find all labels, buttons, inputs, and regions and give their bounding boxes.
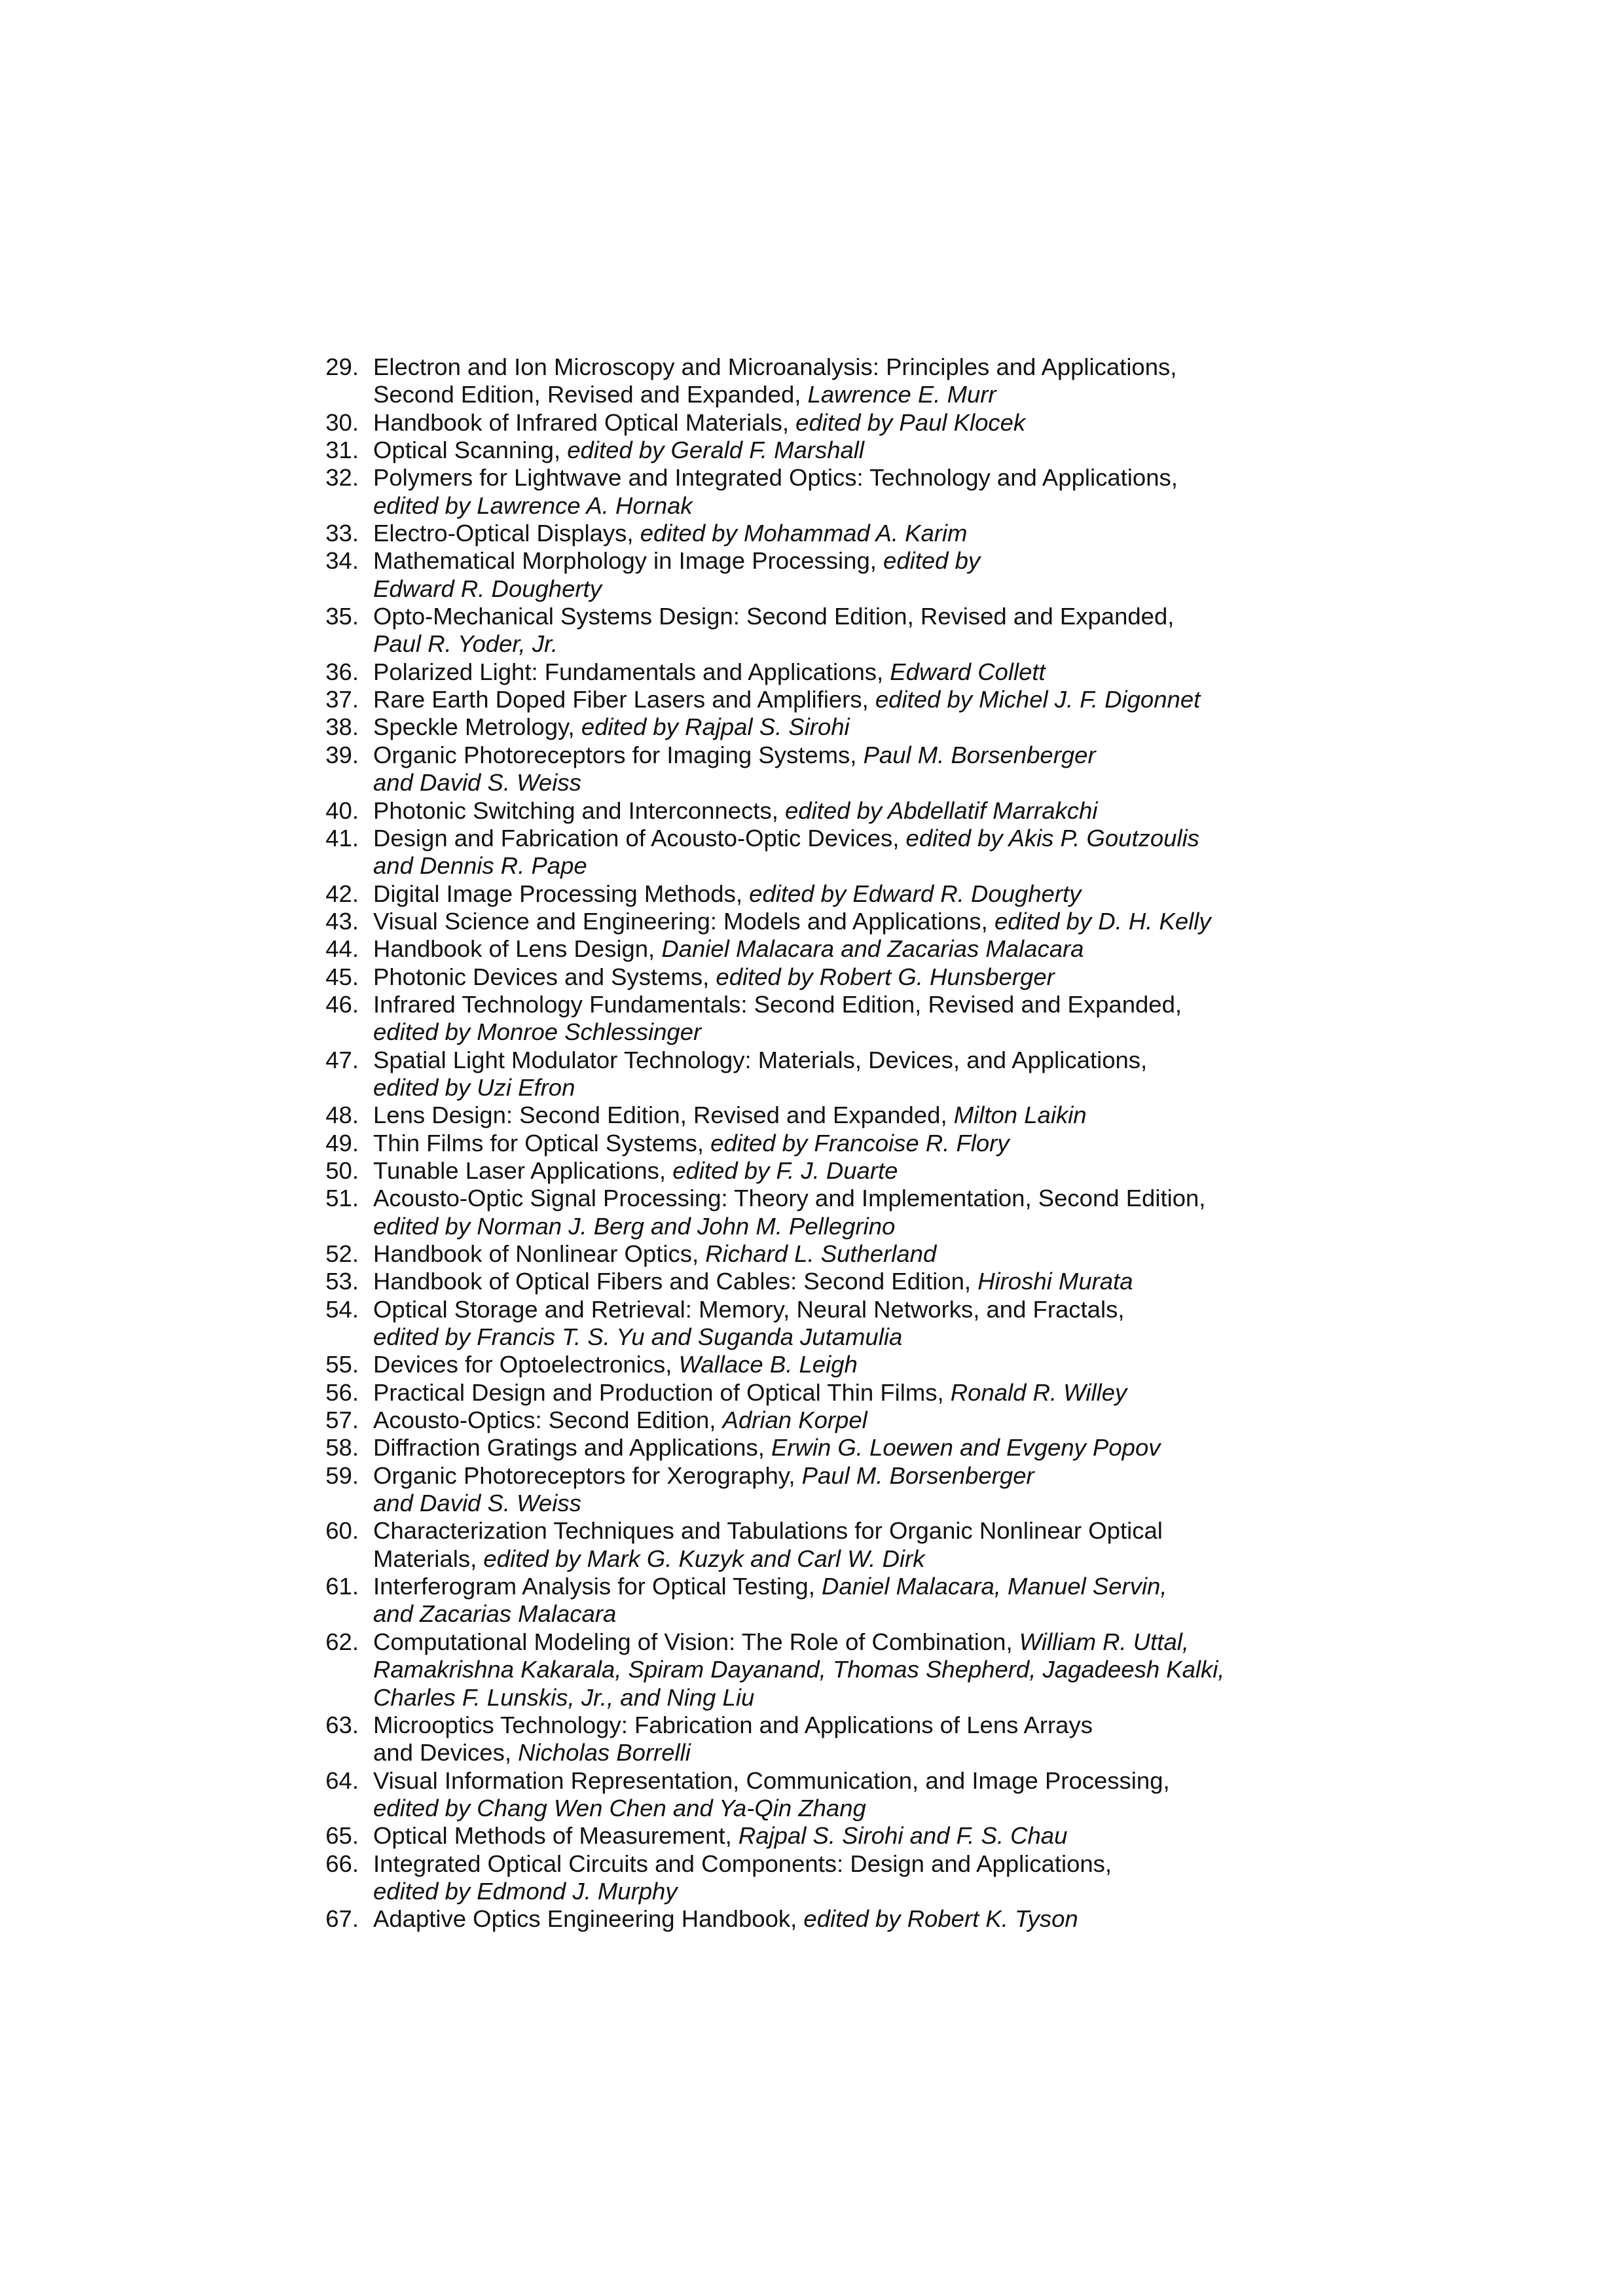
book-author: edited by Francis T. S. Yu and Suganda Jutamulia bbox=[373, 1323, 903, 1351]
book-author: edited by Michel J. F. Digonnet bbox=[875, 686, 1201, 713]
book-title: Electron and Ion Microscopy and Microanalysis: Principles and Applications, bbox=[373, 353, 1177, 380]
entry-line bbox=[373, 769, 1341, 797]
entry-line bbox=[373, 1600, 1341, 1628]
entry-number: 44. bbox=[325, 935, 359, 963]
book-author: edited by Mark G. Kuzyk and Carl W. Dirk bbox=[483, 1545, 925, 1572]
book-author: Milton Laikin bbox=[953, 1102, 1087, 1129]
series-entry bbox=[319, 1434, 1341, 1462]
series-entry bbox=[319, 1296, 1341, 1352]
entry-line bbox=[373, 1850, 1341, 1878]
entry-line bbox=[373, 1767, 1341, 1795]
entry-line bbox=[373, 713, 1341, 741]
series-entry bbox=[319, 1185, 1341, 1240]
entry-line bbox=[373, 1351, 1341, 1378]
book-title: Integrated Optical Circuits and Components: Design and Applications, bbox=[373, 1850, 1112, 1877]
entry-number: 58. bbox=[325, 1434, 359, 1462]
book-author: edited by Robert G. Hunsberger bbox=[716, 963, 1055, 990]
book-author: edited by Uzi Efron bbox=[373, 1073, 575, 1101]
entry-number: 40. bbox=[325, 797, 359, 824]
entry-line bbox=[373, 1656, 1341, 1683]
book-author: edited by F. J. Duarte bbox=[672, 1157, 898, 1184]
series-entry bbox=[319, 1157, 1341, 1185]
book-author: Daniel Malacara, Manuel Servin, bbox=[822, 1573, 1167, 1600]
series-entry bbox=[319, 520, 1341, 547]
entry-line bbox=[373, 1822, 1341, 1850]
entry-number: 30. bbox=[325, 408, 359, 436]
entry-line bbox=[373, 464, 1341, 492]
entry-line bbox=[373, 825, 1341, 852]
entry-number: 51. bbox=[325, 1185, 359, 1212]
book-author: Edward R. Dougherty bbox=[373, 575, 602, 602]
book-title: Interferogram Analysis for Optical Testing, bbox=[373, 1573, 822, 1600]
series-entry bbox=[319, 1351, 1341, 1378]
entry-number: 31. bbox=[325, 437, 359, 464]
entry-line bbox=[373, 1905, 1341, 1933]
entry-line bbox=[373, 1185, 1341, 1212]
entry-line bbox=[373, 575, 1341, 603]
entry-number: 39. bbox=[325, 741, 359, 768]
entry-line bbox=[373, 1407, 1341, 1434]
series-entry bbox=[319, 825, 1341, 880]
entry-line bbox=[373, 381, 1341, 408]
book-title: Optical Scanning, bbox=[373, 437, 568, 464]
entry-number: 65. bbox=[325, 1822, 359, 1850]
entry-number: 36. bbox=[325, 658, 359, 685]
book-title: Visual Science and Engineering: Models and Applications, bbox=[373, 907, 994, 935]
entry-line bbox=[373, 686, 1341, 713]
entry-number: 57. bbox=[325, 1407, 359, 1434]
entry-line bbox=[373, 852, 1341, 880]
book-author: edited by Mohammad A. Karim bbox=[640, 520, 968, 547]
book-title: Optical Storage and Retrieval: Memory, Neural Networks, and Fractals, bbox=[373, 1295, 1125, 1323]
book-author: edited by Rajpal S. Sirohi bbox=[581, 713, 850, 741]
book-series-list bbox=[319, 353, 1341, 1933]
series-entry bbox=[319, 437, 1341, 464]
book-title: Rare Earth Doped Fiber Lasers and Amplifiers, bbox=[373, 686, 875, 713]
entry-line bbox=[373, 1795, 1341, 1822]
book-title: Organic Photoreceptors for Imaging Systems, bbox=[373, 741, 864, 768]
entry-line bbox=[373, 1130, 1341, 1157]
series-entry bbox=[319, 1407, 1341, 1434]
entry-line bbox=[373, 409, 1341, 437]
book-author: Hiroshi Murata bbox=[977, 1268, 1133, 1295]
book-title: Handbook of Lens Design, bbox=[373, 935, 662, 963]
entry-number: 29. bbox=[325, 353, 359, 380]
book-author: edited by Monroe Schlessinger bbox=[373, 1018, 702, 1046]
entry-line bbox=[373, 742, 1341, 769]
book-author: Ramakrishna Kakarala, Spiram Dayanand, Thomas Shepherd, Jagadeesh Kalki, bbox=[373, 1656, 1225, 1683]
entry-line bbox=[373, 880, 1341, 908]
series-entry bbox=[319, 713, 1341, 741]
entry-line bbox=[373, 1545, 1341, 1573]
book-author: Paul R. Yoder, Jr. bbox=[373, 630, 558, 658]
entry-number: 56. bbox=[325, 1378, 359, 1406]
book-author: Wallace B. Leigh bbox=[678, 1351, 858, 1378]
entry-number: 53. bbox=[325, 1268, 359, 1295]
book-title: Spatial Light Modulator Technology: Materials, Devices, and Applications, bbox=[373, 1046, 1148, 1073]
entry-line bbox=[373, 1074, 1341, 1102]
book-author: Ronald R. Willey bbox=[950, 1378, 1127, 1406]
book-title: Devices for Optoelectronics, bbox=[373, 1351, 679, 1378]
entry-line bbox=[373, 1684, 1341, 1712]
entry-line bbox=[373, 630, 1341, 658]
entry-line bbox=[373, 1490, 1341, 1517]
entry-number: 35. bbox=[325, 603, 359, 630]
book-title: Thin Films for Optical Systems, bbox=[373, 1129, 711, 1157]
book-author: Daniel Malacara and Zacarias Malacara bbox=[661, 935, 1084, 963]
book-author: Paul M. Borsenberger bbox=[863, 741, 1096, 768]
entry-number: 46. bbox=[325, 990, 359, 1018]
entry-number: 48. bbox=[325, 1102, 359, 1129]
book-title: Photonic Devices and Systems, bbox=[373, 963, 716, 990]
book-author: edited by Chang Wen Chen and Ya-Qin Zhang bbox=[373, 1794, 866, 1821]
entry-number: 50. bbox=[325, 1157, 359, 1184]
entry-line bbox=[373, 991, 1341, 1018]
entry-line bbox=[373, 1628, 1341, 1656]
entry-number: 61. bbox=[325, 1573, 359, 1600]
entry-line bbox=[373, 908, 1341, 935]
book-title: Speckle Metrology, bbox=[373, 713, 581, 741]
series-entry bbox=[319, 353, 1341, 409]
book-author: edited by Abdellatif Marrakchi bbox=[784, 797, 1098, 824]
book-title: Polarized Light: Fundamentals and Applications, bbox=[373, 658, 890, 685]
book-author: Adrian Korpel bbox=[722, 1407, 867, 1434]
series-entry bbox=[319, 1379, 1341, 1407]
entry-line bbox=[373, 1462, 1341, 1490]
entry-line bbox=[373, 520, 1341, 547]
series-entry bbox=[319, 742, 1341, 797]
book-author: edited by Norman J. Berg and John M. Pellegrino bbox=[373, 1212, 896, 1240]
series-entry bbox=[319, 1462, 1341, 1518]
series-entry bbox=[319, 1517, 1341, 1573]
entry-line bbox=[373, 963, 1341, 991]
book-author: edited by Paul Klocek bbox=[795, 408, 1026, 436]
entry-number: 38. bbox=[325, 713, 359, 741]
entry-line bbox=[373, 658, 1341, 686]
entry-number: 34. bbox=[325, 547, 359, 575]
book-title: Characterization Techniques and Tabulations for Organic Nonlinear Optical bbox=[373, 1517, 1163, 1545]
entry-line bbox=[373, 1157, 1341, 1185]
entry-line bbox=[373, 353, 1341, 381]
entry-line bbox=[373, 1047, 1341, 1074]
entry-number: 55. bbox=[325, 1351, 359, 1378]
book-title: Design and Fabrication of Acousto-Optic Devices, bbox=[373, 824, 906, 852]
book-author: Richard L. Sutherland bbox=[705, 1240, 937, 1267]
series-entry bbox=[319, 1268, 1341, 1295]
book-title: Handbook of Infrared Optical Materials, bbox=[373, 408, 796, 436]
book-author: and Dennis R. Pape bbox=[373, 852, 587, 880]
entry-line bbox=[373, 1517, 1341, 1545]
book-title: Microoptics Technology: Fabrication and Applications of Lens Arrays bbox=[373, 1711, 1093, 1738]
book-title: Acousto-Optic Signal Processing: Theory and Implementation, Second Edition, bbox=[373, 1185, 1206, 1212]
book-title: Acousto-Optics: Second Edition, bbox=[373, 1407, 723, 1434]
series-entry bbox=[319, 1102, 1341, 1129]
entry-line bbox=[373, 935, 1341, 963]
entry-line bbox=[373, 797, 1341, 825]
series-entry bbox=[319, 1130, 1341, 1157]
entry-line bbox=[373, 547, 1341, 575]
book-title: Photonic Switching and Interconnects, bbox=[373, 797, 785, 824]
book-author: Nicholas Borrelli bbox=[518, 1739, 691, 1767]
series-entry bbox=[319, 797, 1341, 825]
series-entry bbox=[319, 1850, 1341, 1906]
book-title: and Devices, bbox=[373, 1739, 519, 1767]
entry-line bbox=[373, 1102, 1341, 1129]
entry-number: 33. bbox=[325, 520, 359, 547]
entry-line bbox=[373, 1573, 1341, 1600]
entry-number: 66. bbox=[325, 1850, 359, 1877]
book-author: edited by D. H. Kelly bbox=[994, 907, 1211, 935]
book-title: Mathematical Morphology in Image Processing, bbox=[373, 547, 884, 575]
entry-line bbox=[373, 1323, 1341, 1351]
book-title: Infrared Technology Fundamentals: Second Edition, Revised and Expanded, bbox=[373, 990, 1182, 1018]
series-entry bbox=[319, 1573, 1341, 1628]
series-entry bbox=[319, 991, 1341, 1047]
entry-line bbox=[373, 1379, 1341, 1407]
book-title: Handbook of Nonlinear Optics, bbox=[373, 1240, 706, 1267]
book-author: Paul M. Borsenberger bbox=[801, 1462, 1034, 1489]
entry-number: 49. bbox=[325, 1129, 359, 1157]
series-entry bbox=[319, 908, 1341, 935]
series-entry bbox=[319, 1047, 1341, 1102]
entry-number: 45. bbox=[325, 963, 359, 990]
entry-line bbox=[373, 1878, 1341, 1905]
series-entry bbox=[319, 1628, 1341, 1712]
entry-number: 47. bbox=[325, 1046, 359, 1073]
book-title: Organic Photoreceptors for Xerography, bbox=[373, 1462, 802, 1489]
book-author: edited by Edward R. Dougherty bbox=[749, 880, 1082, 907]
entry-number: 60. bbox=[325, 1517, 359, 1545]
entry-number: 37. bbox=[325, 686, 359, 713]
book-title: Adaptive Optics Engineering Handbook, bbox=[373, 1905, 804, 1933]
book-author: and David S. Weiss bbox=[373, 769, 581, 797]
series-entry bbox=[319, 603, 1341, 658]
book-author: edited by Akis P. Goutzoulis bbox=[905, 824, 1199, 852]
series-entry bbox=[319, 658, 1341, 686]
entry-number: 67. bbox=[325, 1905, 359, 1933]
book-author: Edward Collett bbox=[890, 658, 1046, 685]
entry-line bbox=[373, 1268, 1341, 1295]
series-entry bbox=[319, 1822, 1341, 1850]
entry-number: 54. bbox=[325, 1295, 359, 1323]
book-author: edited by Francoise R. Flory bbox=[710, 1129, 1010, 1157]
series-entry bbox=[319, 547, 1341, 603]
entry-number: 52. bbox=[325, 1240, 359, 1267]
series-entry bbox=[319, 1712, 1341, 1767]
entry-number: 32. bbox=[325, 464, 359, 492]
entry-number: 59. bbox=[325, 1462, 359, 1489]
series-entry bbox=[319, 963, 1341, 991]
book-author: Lawrence E. Murr bbox=[807, 381, 996, 408]
entry-line bbox=[373, 1739, 1341, 1767]
book-title: Lens Design: Second Edition, Revised and Expanded, bbox=[373, 1102, 954, 1129]
entry-line bbox=[373, 492, 1341, 520]
entry-line bbox=[373, 1434, 1341, 1462]
entry-number: 42. bbox=[325, 880, 359, 907]
book-title: Optical Methods of Measurement, bbox=[373, 1822, 739, 1850]
book-author: edited by Robert K. Tyson bbox=[803, 1905, 1078, 1933]
book-title: Polymers for Lightwave and Integrated Optics: Technology and Applications, bbox=[373, 464, 1178, 492]
book-title: Opto-Mechanical Systems Design: Second Edition, Revised and Expanded, bbox=[373, 603, 1175, 630]
book-author: edited by Edmond J. Murphy bbox=[373, 1877, 678, 1905]
book-title: Second Edition, Revised and Expanded, bbox=[373, 381, 808, 408]
entry-number: 43. bbox=[325, 907, 359, 935]
entry-line bbox=[373, 1296, 1341, 1323]
book-title: Handbook of Optical Fibers and Cables: Second Edition, bbox=[373, 1268, 978, 1295]
entry-line bbox=[373, 1018, 1341, 1046]
book-author: edited by Gerald F. Marshall bbox=[567, 437, 865, 464]
book-author: William R. Uttal, bbox=[1019, 1628, 1189, 1655]
entry-line bbox=[373, 1712, 1341, 1739]
book-author: and Zacarias Malacara bbox=[373, 1600, 617, 1628]
book-author: and David S. Weiss bbox=[373, 1490, 581, 1517]
book-title: Electro-Optical Displays, bbox=[373, 520, 640, 547]
book-title: Tunable Laser Applications, bbox=[373, 1157, 673, 1184]
entry-line bbox=[373, 437, 1341, 464]
series-entry bbox=[319, 1767, 1341, 1823]
series-entry bbox=[319, 1905, 1341, 1933]
series-entry bbox=[319, 1240, 1341, 1268]
series-entry bbox=[319, 409, 1341, 437]
book-title: Visual Information Representation, Communication, and Image Processing, bbox=[373, 1767, 1170, 1794]
book-author: Rajpal S. Sirohi and F. S. Chau bbox=[738, 1822, 1068, 1850]
series-entry bbox=[319, 464, 1341, 520]
entry-line bbox=[373, 603, 1341, 630]
entry-line bbox=[373, 1213, 1341, 1240]
book-author: Erwin G. Loewen and Evgeny Popov bbox=[771, 1434, 1161, 1462]
entry-number: 62. bbox=[325, 1628, 359, 1655]
entry-number: 63. bbox=[325, 1711, 359, 1738]
series-entry bbox=[319, 686, 1341, 713]
book-author: edited by Lawrence A. Hornak bbox=[373, 492, 693, 519]
book-title: Digital Image Processing Methods, bbox=[373, 880, 750, 907]
series-entry bbox=[319, 880, 1341, 908]
book-title: Materials, bbox=[373, 1545, 484, 1572]
book-title: Diffraction Gratings and Applications, bbox=[373, 1434, 771, 1462]
book-title: Practical Design and Production of Optical Thin Films, bbox=[373, 1378, 951, 1406]
entry-line bbox=[373, 1240, 1341, 1268]
series-entry bbox=[319, 935, 1341, 963]
entry-number: 64. bbox=[325, 1767, 359, 1794]
book-author: edited by bbox=[883, 547, 981, 575]
entry-number: 41. bbox=[325, 824, 359, 852]
book-title: Computational Modeling of Vision: The Role of Combination, bbox=[373, 1628, 1019, 1655]
book-author: Charles F. Lunskis, Jr., and Ning Liu bbox=[373, 1683, 755, 1711]
